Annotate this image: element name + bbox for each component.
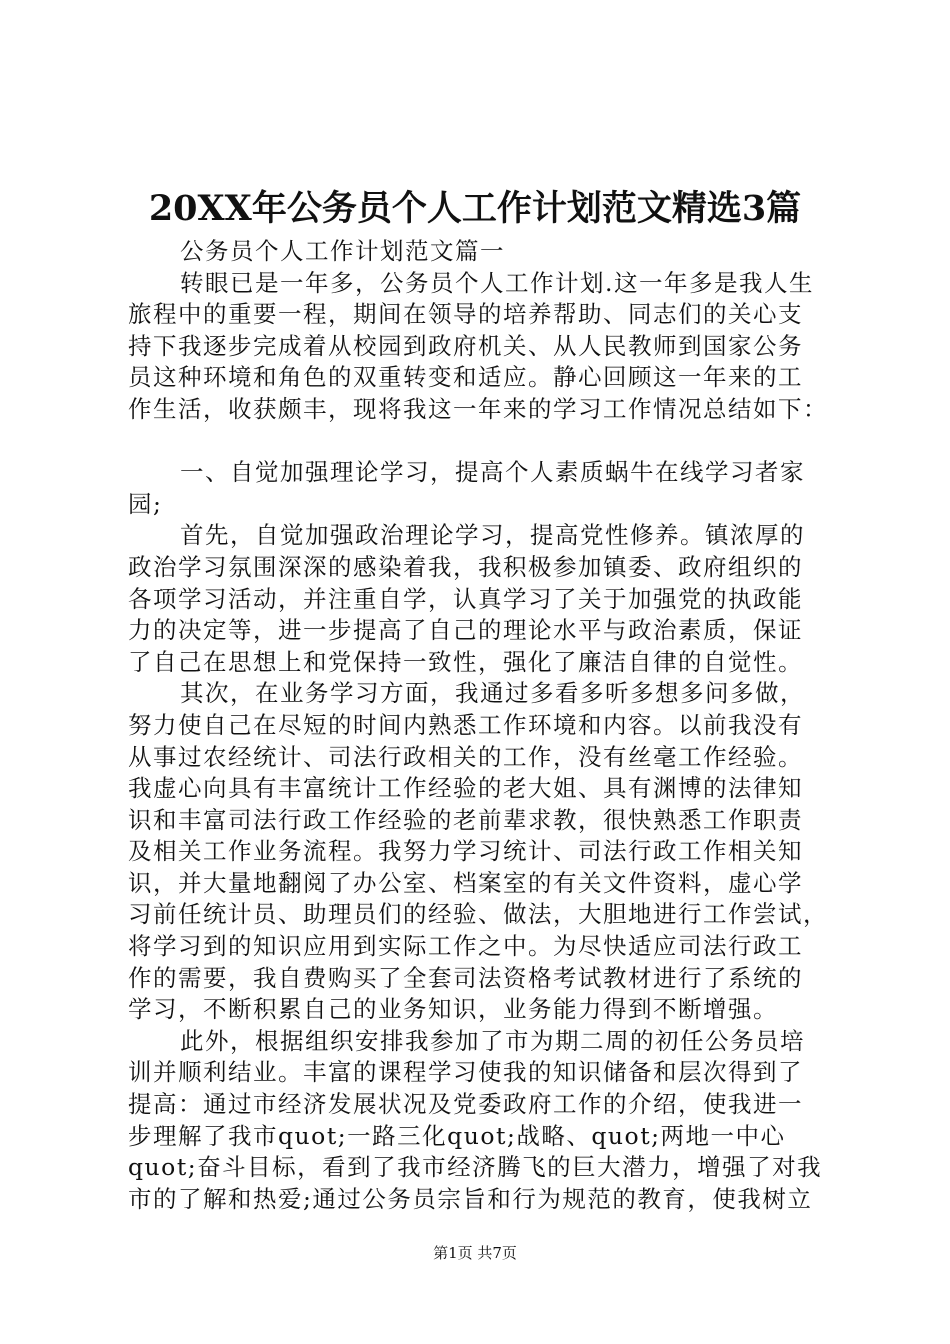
paragraph-line: 其次，在业务学习方面，我通过多看多听多想多问多做， <box>180 679 805 708</box>
paragraph-line: 将学习到的知识应用到实际工作之中。为尽快适应司法行政工 <box>128 932 803 961</box>
paragraph-line: 习前任统计员、助理员们的经验、做法，大胆地进行工作尝试， <box>128 900 828 929</box>
paragraph-line: 一、自觉加强理论学习，提高个人素质蜗牛在线学习者家 <box>180 458 805 487</box>
page-footer: 第1页 共7页 <box>433 1244 517 1262</box>
blank-line <box>128 426 828 458</box>
paragraph-line: 员这种环境和角色的双重转变和适应。静心回顾这一年来的工 <box>128 363 803 392</box>
paragraph-line: 市的了解和热爱;通过公务员宗旨和行为规范的教育，使我树立 <box>128 1184 813 1213</box>
paragraph-line: 园; <box>128 489 163 518</box>
paragraph-line: 各项学习活动，并注重自学，认真学习了关于加强党的执政能 <box>128 584 803 613</box>
paragraph-line: 及相关工作业务流程。我努力学习统计、司法行政工作相关知 <box>128 837 803 866</box>
paragraph-line: 步理解了我市quot;一路三化quot;战略、quot;两地一中心 <box>128 1121 786 1150</box>
document-title: 20XX年公务员个人工作计划范文精选3篇 <box>148 188 802 229</box>
paragraph-line: 我虚心向具有丰富统计工作经验的老大姐、具有渊博的法律知 <box>128 774 803 803</box>
paragraph-line: 学习，不断积累自己的业务知识，业务能力得到不断增强。 <box>128 995 778 1024</box>
paragraph-line: 训并顺利结业。丰富的课程学习使我的知识储备和层次得到了 <box>128 1058 803 1087</box>
paragraph-line: 从事过农经统计、司法行政相关的工作，没有丝毫工作经验。 <box>128 742 803 771</box>
paragraph-line: 作的需要，我自费购买了全套司法资格考试教材进行了系统的 <box>128 963 803 992</box>
paragraph-line: quot;奋斗目标，看到了我市经济腾飞的巨大潜力，增强了对我 <box>128 1153 823 1182</box>
paragraph-line: 了自己在思想上和党保持一致性，强化了廉洁自律的自觉性。 <box>128 647 803 676</box>
document-body <box>128 236 828 1215</box>
paragraph-line: 提高：通过市经济发展状况及党委政府工作的介绍，使我进一 <box>128 1090 803 1119</box>
paragraph-line: 此外，根据组织安排我参加了市为期二周的初任公务员培 <box>180 1026 805 1055</box>
paragraph-line: 作生活，收获颇丰，现将我这一年来的学习工作情况总结如下： <box>128 394 828 423</box>
paragraph-line: 识，并大量地翻阅了办公室、档案室的有关文件资料，虚心学 <box>128 868 803 897</box>
paragraph-line: 转眼已是一年多，公务员个人工作计划.这一年多是我人生 <box>180 268 814 297</box>
paragraph-line: 政治学习氛围深深的感染着我，我积极参加镇委、政府组织的 <box>128 552 803 581</box>
paragraph-line: 识和丰富司法行政工作经验的老前辈求教，很快熟悉工作职责 <box>128 805 803 834</box>
paragraph-line: 持下我逐步完成着从校园到政府机关、从人民教师到国家公务 <box>128 331 803 360</box>
paragraph-line: 公务员个人工作计划范文篇一 <box>180 237 505 265</box>
paragraph-line: 首先，自觉加强政治理论学习，提高党性修养。镇浓厚的 <box>180 521 805 550</box>
paragraph-line: 力的决定等，进一步提高了自己的理论水平与政治素质，保证 <box>128 616 803 645</box>
paragraph-line: 旅程中的重要一程，期间在领导的培养帮助、同志们的关心支 <box>128 300 803 329</box>
paragraph-line: 努力使自己在尽短的时间内熟悉工作环境和内容。以前我没有 <box>128 710 803 739</box>
